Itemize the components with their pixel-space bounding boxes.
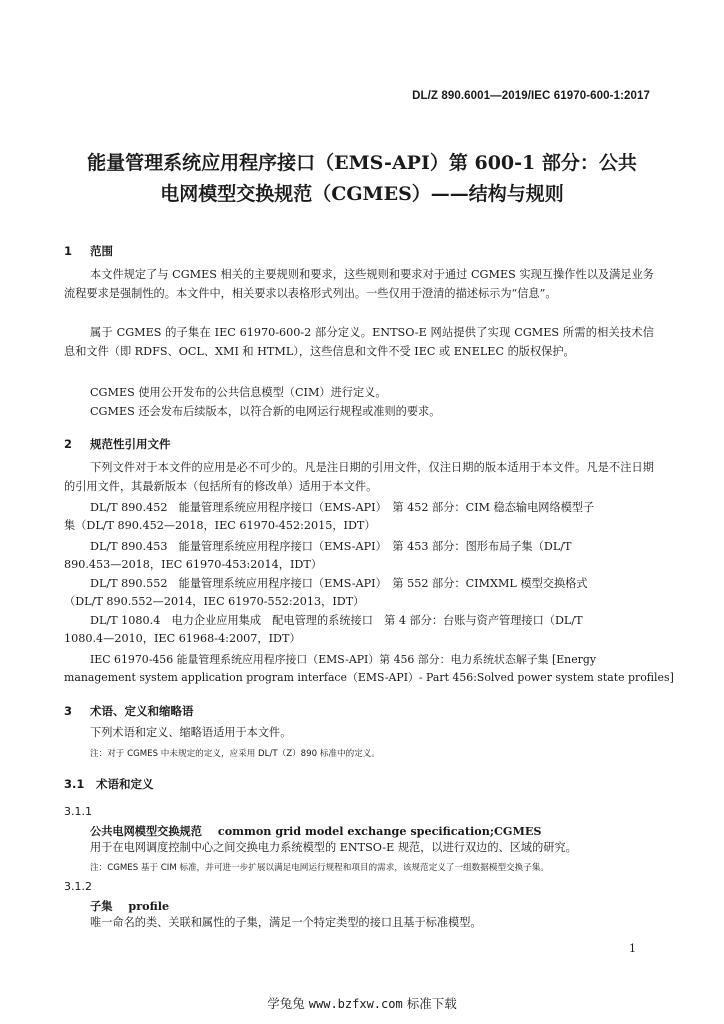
paragraph: 属于 CGMES 的子集在 IEC 61970-600-2 部分定义。ENTSO-E 网站提供了实现 CGMES 所需的相关技术信息和文件（即 RDFS、OCL、XMI 和 HTML），这些信息和文件不受 IEC 或 ENELEC 的版权保护。: [64, 326, 654, 358]
reference-line: management system application program interface（EMS-API）- Part 456:Solved power system state profiles]: [64, 671, 674, 684]
section-2-heading: [64, 436, 171, 452]
term-title: [90, 823, 541, 839]
reference-line: 1080.4—2010，IEC 61968-4:2007，IDT）: [64, 632, 301, 645]
section-title: 范围: [90, 244, 113, 258]
footer-tagline: 标准下载: [406, 996, 457, 1011]
footer-watermark: [0, 994, 724, 1012]
term-zh: 公共电网模型交换规范: [90, 824, 202, 838]
section-number: 3.1: [64, 777, 85, 791]
reference-line: （DL/T 890.552—2014，IEC 61970-552:2013，IDT）: [64, 595, 365, 608]
paragraph: 本文件规定了与 CGMES 相关的主要规则和要求，这些规则和要求对于通过 CGMES 实现互操作性以及满足业务流程要求是强制性的。本文件中，相关要求以表格形式列出。一些仅用于澄清的描述标示为“信息”。: [64, 268, 654, 300]
section-1-heading: [64, 243, 113, 259]
reference-line: DL/T 1080.4 电力企业应用集成 配电管理的系统接口 第 4 部分：台账与资产管理接口（DL/T: [90, 614, 583, 627]
subsection-3-1-heading: [64, 776, 154, 792]
paragraph: 下列术语和定义、缩略语适用于本文件。: [90, 726, 292, 739]
note: 注：CGMES 基于 CIM 标准，并可进一步扩展以满足电网运行规程和项目的需求，该规范定义了一组数据模型交换子集。: [90, 863, 550, 873]
reference-line: DL/T 890.452 能量管理系统应用程序接口（EMS-API） 第 452 部分：CIM 稳态输电网络模型子: [90, 501, 595, 514]
paragraph: CGMES 使用公开发布的公共信息模型（CIM）进行定义。: [90, 386, 387, 399]
reference-line: DL/T 890.453 能量管理系统应用程序接口（EMS-API） 第 453 部分：图形布局子集（DL/T: [90, 540, 572, 553]
title-line-1: 能量管理系统应用程序接口（EMS-API）第 600-1 部分：公共: [87, 152, 637, 174]
section-number: 2: [64, 437, 73, 451]
section-title: 术语和定义: [96, 777, 154, 791]
paragraph: 下列文件对于本文件的应用是必不可少的。凡是注日期的引用文件，仅注日期的版本适用于本文件。凡是不注日期的引用文件，其最新版本（包括所有的修改单）适用于本文件。: [64, 461, 654, 493]
section-title: 规范性引用文件: [90, 437, 171, 451]
section-number: 3: [64, 704, 73, 718]
reference-line: 集（DL/T 890.452—2018，IEC 61970-452:2015，IDT）: [64, 519, 376, 532]
term-definition: 用于在电网调度控制中心之间交换电力系统模型的 ENTSO-E 规范，以进行双边的、区域的研究。: [90, 841, 577, 854]
term-definition: 唯一命名的类、关联和属性的子集，满足一个特定类型的接口且基于标准模型。: [90, 916, 482, 929]
term-en: common grid model exchange specification;CGMES: [217, 824, 542, 838]
reference-line: IEC 61970-456 能量管理系统应用程序接口（EMS-API）第 456 部分：电力系统状态解子集 [Energy: [90, 653, 596, 666]
term-zh: 子集: [90, 899, 113, 913]
title-line-2: 电网模型交换规范（CGMES）——结构与规则: [160, 183, 564, 205]
page-number: 1: [629, 942, 636, 955]
paragraph: CGMES 还会发布后续版本，以符合新的电网运行规程或准则的要求。: [90, 405, 441, 418]
term-en: profile: [128, 899, 170, 913]
term-title: [90, 898, 169, 914]
section-title: 术语、定义和缩略语: [90, 704, 194, 718]
term-number: 3.1.1: [64, 805, 92, 818]
section-3-heading: [64, 703, 194, 719]
standard-code: DL/Z 890.6001—2019/IEC 61970-600-1:2017: [412, 90, 650, 102]
term-number: 3.1.2: [64, 880, 92, 893]
reference-line: 890.453—2018，IEC 61970-453:2014，IDT）: [64, 558, 323, 571]
footer-url[interactable]: www.bzfxw.com: [308, 997, 403, 1011]
document-title: [60, 148, 664, 210]
section-number: 1: [64, 244, 73, 258]
footer-site-name: 学兔兔: [267, 996, 305, 1011]
reference-line: DL/T 890.552 能量管理系统应用程序接口（EMS-API） 第 552 部分：CIMXML 模型交换格式: [90, 577, 588, 590]
note: 注：对于 CGMES 中未规定的定义，应采用 DL/T（Z）890 标准中的定义。: [90, 749, 380, 759]
